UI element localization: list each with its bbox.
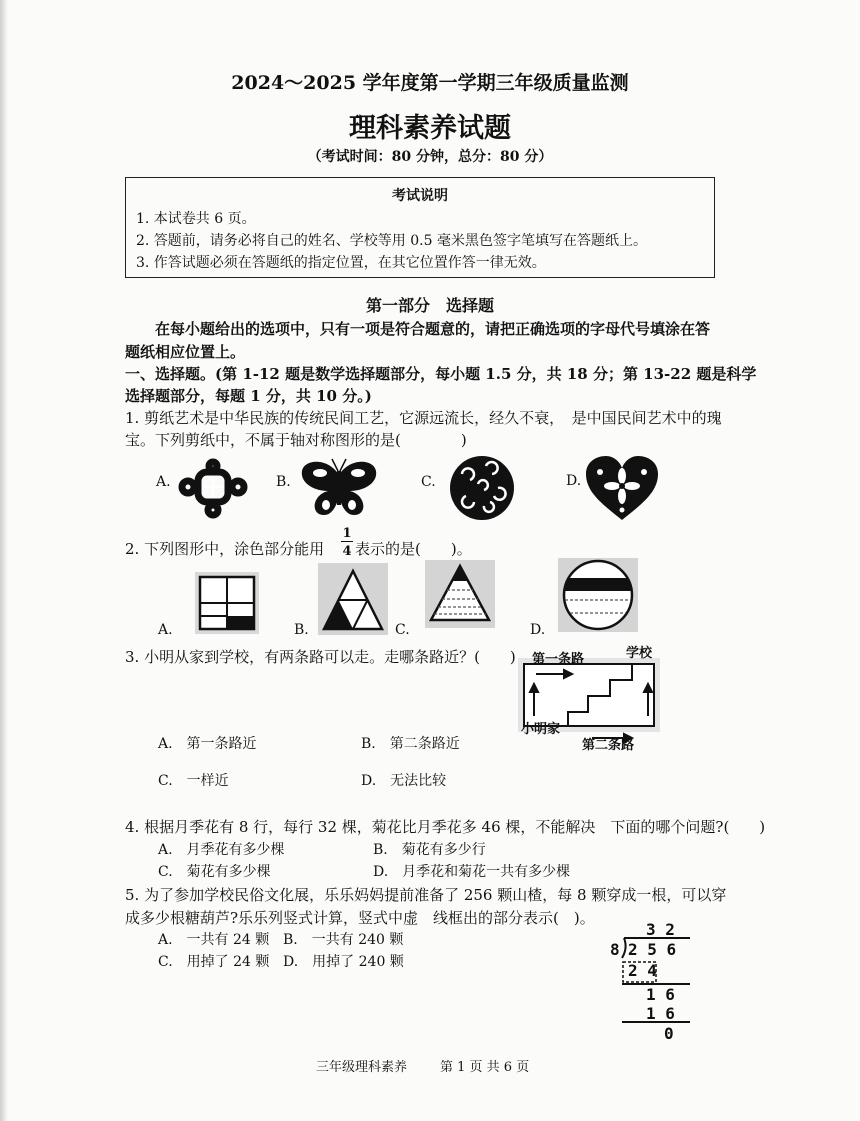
q3-option-a: A. 第一条路近 — [158, 736, 257, 752]
section-heading: 一、选择题。(第 1-12 题是数学选择题部分，每小题 1.5 分，共 18 分；第 13-22 题是科学 — [125, 365, 757, 383]
q3-option-c: C. 一样近 — [158, 773, 229, 789]
q5-option-c: C. 用掉了 24 颗 — [158, 954, 270, 970]
striped-triangle — [425, 560, 495, 628]
butterfly-papercut — [298, 455, 380, 523]
q4-option-b: B. 菊花有多少行 — [373, 842, 486, 858]
square-quarter-shaded — [195, 572, 259, 634]
exam-subtitle: 理科素养试题 — [349, 113, 511, 144]
q1-option-c-label: C. — [421, 474, 436, 490]
q1-option-a-label: A. — [156, 474, 171, 490]
division-result: 0 — [664, 1024, 674, 1043]
q3-option-d: D. 无法比较 — [361, 773, 447, 789]
road-2-label: 第二条路 — [582, 738, 635, 753]
home-label: 小明家 — [521, 722, 561, 737]
q5-option-a: A. 一共有 24 颗 — [158, 932, 270, 948]
q2-option-d-label: D. — [530, 622, 546, 638]
fraction-denominator: 4 — [342, 544, 352, 559]
division-step-2: 1 6 — [646, 1004, 675, 1023]
q3-option-b: B. 第二条路近 — [361, 736, 460, 752]
round-swirl-papercut — [448, 454, 516, 522]
triangle-quarter-shaded — [318, 563, 388, 635]
division-quotient: 3 2 — [646, 920, 675, 939]
instruction-item: 1. 本试卷共 6 页。 — [136, 211, 256, 227]
question-3-stem: 3. 小明从家到学校，有两条路可以走。走哪条路近？( ) — [125, 648, 516, 666]
part-intro: 题纸相应位置上。 — [125, 343, 246, 361]
division-dividend: 2 5 6 — [628, 940, 677, 959]
division-remainder-1: 1 6 — [646, 985, 675, 1004]
part-intro: 在每小题给出的选项中，只有一项是符合题意的，请把正确选项的字母代号填涂在答 — [155, 320, 711, 338]
section-heading: 选择题部分，每题 1 分，共 10 分。) — [125, 387, 372, 405]
division-divisor: 8 — [610, 940, 620, 959]
division-step-1: 2 4 — [628, 961, 657, 980]
instruction-item: 2. 答题前，请务必将自己的姓名、学校等用 0.5 毫米黑色签字笔填写在答题纸上。 — [136, 233, 647, 249]
q2-option-c-label: C. — [395, 622, 410, 638]
question-1-stem: 1. 剪纸艺术是中华民族的传统民间工艺，它源远流长，经久不衰， 是中国民间艺术中的瑰 — [125, 409, 722, 427]
q5-option-b: B. 一共有 240 颗 — [283, 932, 404, 948]
q2-option-a-label: A. — [158, 622, 173, 638]
question-4-stem: 4. 根据月季花有 8 行，每行 32 棵，菊花比月季花多 46 棵，不能解决 下面的哪个问题?( ) — [125, 818, 766, 836]
q4-option-a: A. 月季花有多少棵 — [158, 842, 285, 858]
question-2-stem-prefix: 2. 下列图形中，涂色部分能用 — [125, 540, 325, 558]
question-1-stem: 宝。下列剪纸中，不属于轴对称图形的是( ) — [125, 431, 467, 449]
instruction-item: 3. 作答试题必须在答题纸的指定位置，在其它位置作答一律无效。 — [136, 255, 546, 271]
road-1-label: 第一条路 — [532, 652, 585, 667]
part-heading: 第一部分 选择题 — [365, 296, 494, 315]
q1-option-b-label: B. — [276, 474, 291, 490]
school-label: 学校 — [626, 646, 653, 661]
circle-band-shaded — [558, 558, 638, 632]
question-5-stem: 成多少根糖葫芦?乐乐列竖式计算，竖式中虚 线框出的部分表示( )。 — [125, 909, 595, 927]
chinese-knot-papercut — [178, 460, 248, 520]
exam-title: 2024～2025 学年度第一学期三年级质量监测 — [231, 72, 629, 94]
footer-page-number: 第 1 页 共 6 页 — [440, 1060, 530, 1075]
question-5-stem: 5. 为了参加学校民俗文化展，乐乐妈妈提前准备了 256 颗山楂，每 8 颗穿成一根，可以穿 — [125, 886, 727, 904]
question-2-stem-suffix: 表示的是( )。 — [355, 540, 472, 558]
q1-option-d-label: D. — [566, 473, 582, 489]
footer-subject: 三年级理科素养 — [316, 1060, 408, 1075]
fraction-numerator: 1 — [342, 526, 352, 541]
q2-option-b-label: B. — [294, 622, 309, 638]
scan-margin-shadow — [0, 0, 8, 1121]
heart-flower-papercut — [584, 454, 660, 522]
exam-info: （考试时间：80 分钟，总分：80 分） — [307, 149, 553, 165]
q4-option-d: D. 月季花和菊花一共有多少棵 — [373, 864, 571, 880]
q4-option-c: C. 菊花有多少棵 — [158, 864, 271, 880]
instructions-title: 考试说明 — [392, 188, 448, 204]
q5-option-d: D. 用掉了 240 颗 — [283, 954, 404, 970]
